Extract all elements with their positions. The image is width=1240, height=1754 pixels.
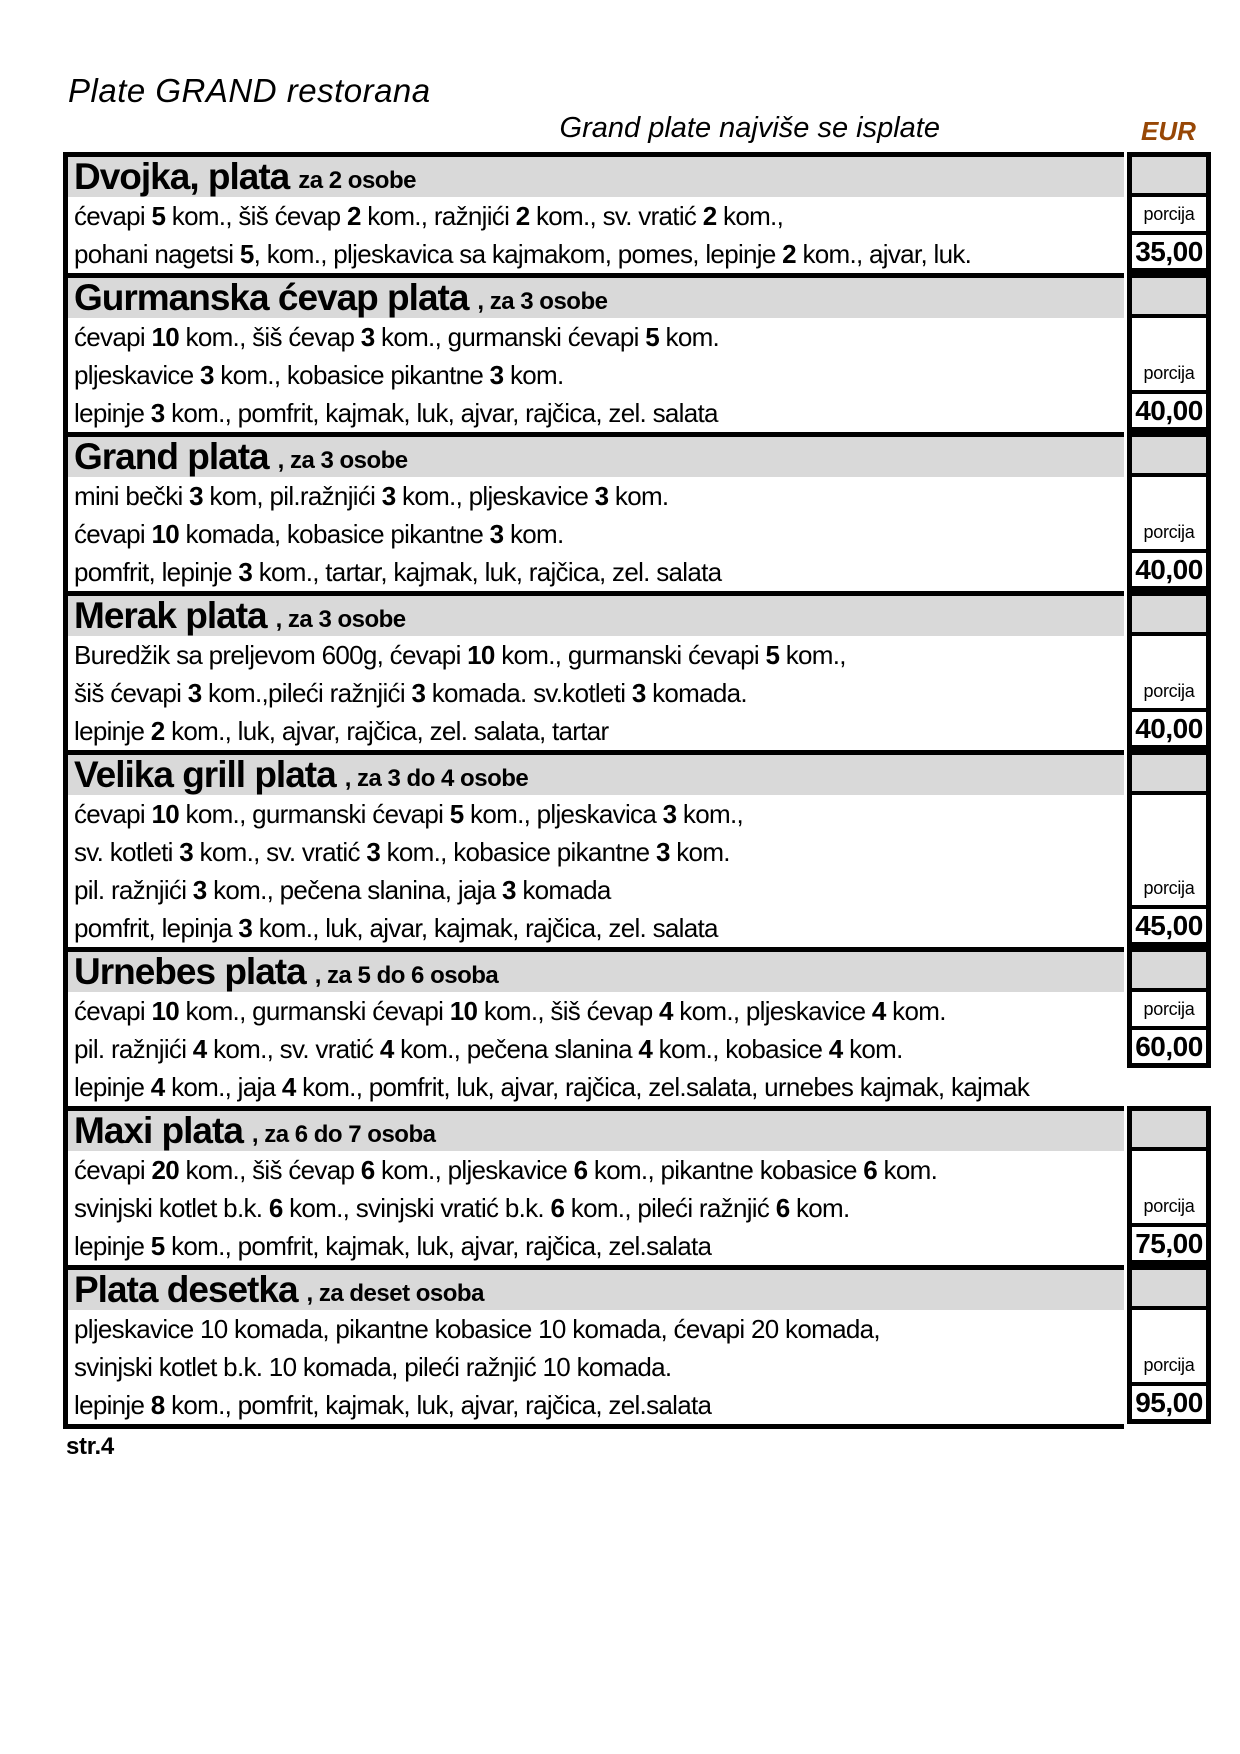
section-title: Maxi plata [74, 1111, 243, 1151]
section-description-column [68, 432, 1124, 591]
section-description-column [68, 1265, 1124, 1429]
menu-section [68, 1265, 1215, 1429]
section-title: Dvojka, plata [74, 157, 290, 197]
price-value: 60,00 [1132, 1026, 1206, 1063]
menu-item-line: ćevapi 10 kom., gurmanski ćevapi 10 kom., šiš ćevap 4 kom., pljeskavice 4 kom. [74, 996, 946, 1026]
section-description-column [68, 1106, 1124, 1265]
portion-label: porcija [1143, 877, 1195, 898]
section-header [68, 278, 1124, 318]
price-value: 35,00 [1132, 231, 1206, 268]
price-value: 75,00 [1132, 1223, 1206, 1260]
price-header-cell [1132, 755, 1206, 795]
menu-section [68, 1106, 1215, 1265]
price-header-cell [1132, 596, 1206, 636]
menu-item-line: ćevapi 5 kom., šiš ćevap 2 kom., ražnjići 2 kom., sv. vratić 2 kom., [74, 201, 784, 231]
section-description-column [68, 750, 1124, 947]
menu-item-line: ćevapi 10 kom., šiš ćevap 3 kom., gurmanski ćevapi 5 kom. [74, 322, 720, 352]
section-title: Velika grill plata [74, 755, 336, 795]
menu-item-line: pljeskavice 10 komada, pikantne kobasice 10 komada, ćevapi 20 komada, [74, 1314, 880, 1344]
menu-item-line: Buredžik sa preljevom 600g, ćevapi 10 kom., gurmanski ćevapi 5 kom., [74, 640, 846, 670]
menu-item-line: svinjski kotlet b.k. 10 komada, pileći ražnjić 10 komada. [74, 1352, 672, 1382]
menu-item-line: pil. ražnjići 3 kom., pečena slanina, jaja 3 komada [74, 875, 611, 905]
price-column [1124, 273, 1211, 432]
section-header [68, 952, 1124, 992]
price-spacer-cell [1132, 1310, 1206, 1382]
section-title: Grand plata [74, 437, 269, 477]
section-header [68, 157, 1124, 197]
section-description-column [68, 273, 1124, 432]
menu-item-line: lepinje 8 kom., pomfrit, kajmak, luk, ajvar, rajčica, zel.salata [74, 1390, 712, 1420]
price-value: 40,00 [1132, 708, 1206, 745]
menu-section [68, 152, 1215, 273]
menu-item-line: pil. ražnjići 4 kom., sv. vratić 4 kom., pečena slanina 4 kom., kobasice 4 kom. [74, 1034, 903, 1064]
section-serves: , za 5 do 6 osoba [314, 962, 499, 989]
section-title: Plata desetka [74, 1270, 298, 1310]
menu-item-line: pohani nagetsi 5, kom., pljeskavica sa kajmakom, pomes, lepinje 2 kom., ajvar, luk. [74, 239, 972, 269]
page-subtitle: Grand plate najviše se isplate [559, 112, 940, 144]
price-header-cell [1132, 1270, 1206, 1310]
menu-item-line: šiš ćevapi 3 kom.,pileći ražnjići 3 komada. sv.kotleti 3 komada. [74, 678, 747, 708]
price-spacer-cell [1132, 636, 1206, 708]
price-spacer-cell [1132, 197, 1206, 231]
price-spacer-cell [1132, 477, 1206, 549]
price-column [1124, 1265, 1211, 1424]
price-header-cell [1132, 157, 1206, 197]
portion-label: porcija [1143, 1195, 1195, 1216]
price-box [1127, 947, 1211, 1068]
menu-item-line: sv. kotleti 3 kom., sv. vratić 3 kom., kobasice pikantne 3 kom. [74, 837, 730, 867]
section-description-column [68, 152, 1124, 273]
page-footer: str.4 [66, 1433, 114, 1460]
section-header [68, 1111, 1124, 1151]
section-title: Gurmanska ćevap plata [74, 278, 469, 318]
menu-section [68, 947, 1215, 1106]
price-box [1127, 273, 1211, 432]
menu-item-line: svinjski kotlet b.k. 6 kom., svinjski vratić b.k. 6 kom., pileći ražnjić 6 kom. [74, 1193, 850, 1223]
price-spacer-cell [1132, 795, 1206, 905]
menu-section [68, 432, 1215, 591]
price-spacer-cell [1132, 1151, 1206, 1223]
section-header [68, 1270, 1124, 1310]
section-serves: , za deset osoba [306, 1280, 484, 1307]
menu-item-line: lepinje 4 kom., jaja 4 kom., pomfrit, luk, ajvar, rajčica, zel.salata, urnebes kajmak, kajmak [74, 1072, 1030, 1102]
menu-item-line: mini bečki 3 kom, pil.ražnjići 3 kom., pljeskavice 3 kom. [74, 481, 669, 511]
price-column [1124, 947, 1211, 1068]
menu-item-line: pljeskavice 3 kom., kobasice pikantne 3 kom. [74, 360, 564, 390]
section-serves: za 2 osobe [298, 167, 416, 194]
price-header-cell [1132, 437, 1206, 477]
price-box [1127, 591, 1211, 750]
price-header-cell [1132, 278, 1206, 318]
price-column [1124, 750, 1211, 947]
menu-table [63, 152, 1215, 1429]
price-column [1124, 432, 1211, 591]
price-box [1127, 432, 1211, 591]
menu-item-line: pomfrit, lepinja 3 kom., luk, ajvar, kajmak, rajčica, zel. salata [74, 913, 718, 943]
portion-label: porcija [1143, 998, 1195, 1019]
price-box [1127, 750, 1211, 947]
section-serves: , za 3 osobe [477, 288, 608, 315]
portion-label: porcija [1143, 521, 1195, 542]
menu-item-line: ćevapi 10 komada, kobasice pikantne 3 kom. [74, 519, 564, 549]
price-value: 95,00 [1132, 1382, 1206, 1419]
menu-section [68, 591, 1215, 750]
menu-item-line: lepinje 2 kom., luk, ajvar, rajčica, zel. salata, tartar [74, 716, 609, 746]
section-header [68, 755, 1124, 795]
section-title: Urnebes plata [74, 952, 306, 992]
price-spacer-cell [1132, 992, 1206, 1026]
price-value: 40,00 [1132, 549, 1206, 586]
price-box [1127, 152, 1211, 273]
price-box [1127, 1265, 1211, 1424]
section-serves: , za 6 do 7 osoba [251, 1121, 436, 1148]
section-description-column [68, 591, 1124, 750]
price-box [1127, 1106, 1211, 1265]
currency-label: EUR [1141, 116, 1196, 146]
section-serves: , za 3 osobe [277, 447, 408, 474]
section-serves: , za 3 osobe [275, 606, 406, 633]
price-spacer-cell [1132, 318, 1206, 390]
portion-label: porcija [1143, 680, 1195, 701]
menu-section [68, 750, 1215, 947]
menu-item-line: lepinje 3 kom., pomfrit, kajmak, luk, ajvar, rajčica, zel. salata [74, 398, 718, 428]
page-title: Plate GRAND restorana [68, 72, 431, 109]
price-value: 45,00 [1132, 905, 1206, 942]
section-description-column [68, 947, 1124, 1106]
menu-item-line: ćevapi 20 kom., šiš ćevap 6 kom., pljeskavice 6 kom., pikantne kobasice 6 kom. [74, 1155, 938, 1185]
portion-label: porcija [1143, 1354, 1195, 1375]
price-value: 40,00 [1132, 390, 1206, 427]
price-column [1124, 152, 1211, 273]
menu-item-line: ćevapi 10 kom., gurmanski ćevapi 5 kom., pljeskavica 3 kom., [74, 799, 743, 829]
portion-label: porcija [1143, 362, 1195, 383]
menu-item-line: pomfrit, lepinje 3 kom., tartar, kajmak, luk, rajčica, zel. salata [74, 557, 722, 587]
price-header-cell [1132, 1111, 1206, 1151]
section-title: Merak plata [74, 596, 267, 636]
price-column [1124, 591, 1211, 750]
section-header [68, 437, 1124, 477]
menu-section [68, 273, 1215, 432]
price-header-cell [1132, 952, 1206, 992]
price-column [1124, 1106, 1211, 1265]
section-serves: , za 3 do 4 osobe [344, 765, 529, 792]
portion-label: porcija [1143, 203, 1195, 224]
menu-item-line: lepinje 5 kom., pomfrit, kajmak, luk, ajvar, rajčica, zel.salata [74, 1231, 712, 1261]
section-header [68, 596, 1124, 636]
